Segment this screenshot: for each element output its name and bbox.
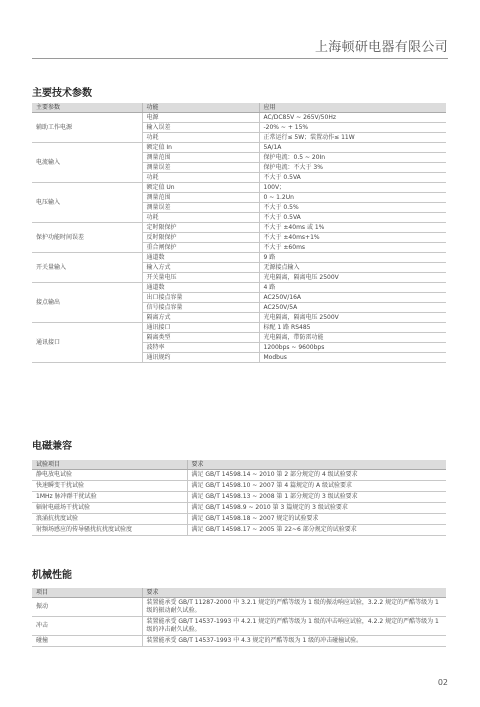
function-cell: 额定值 In [142,143,259,153]
test-item-cell: 1MHz 脉冲群干扰试验 [32,492,187,503]
function-cell: 通讯规约 [142,353,259,363]
table-row [32,223,446,233]
column-header: 项目 [32,588,142,598]
application-cell: 100V； [259,183,446,193]
section-title-mechanical: 机械性能 [32,570,72,581]
function-cell: 额定值 Un [142,183,259,193]
application-cell: 光电隔离，带防雷功能 [259,333,446,343]
function-cell: 电源 [142,113,259,123]
tech-params-table [32,103,446,363]
requirement-cell: 装置能承受 GB/T 11287-2000 中 3.2.1 规定的严酷等级为 1 级的振动响应试验，3.2.2 规定的严酷等级为 1 级的振动耐久试验。 [142,598,446,617]
table-row [32,514,446,525]
table-row [32,636,446,647]
table-row [32,113,446,123]
function-cell: 波特率 [142,343,259,353]
table-row [32,283,446,293]
application-cell: 保护电流：0.5 ~ 20In [259,153,446,163]
application-cell: 不大于 0.5VA [259,213,446,223]
param-group-label: 接点输出 [32,283,142,323]
application-cell: 9 路 [259,253,446,263]
function-cell: 输入误差 [142,123,259,133]
table-row [32,481,446,492]
function-cell: 定时限保护 [142,223,259,233]
application-cell: 0 ~ 1.2Un [259,193,446,203]
test-item-cell: 浪涌抗扰度试验 [32,514,187,525]
function-cell: 通道数 [142,283,259,293]
section-title-emc: 电磁兼容 [32,441,72,452]
function-cell: 测量误差 [142,163,259,173]
column-header: 应用 [259,103,446,113]
column-header: 主要参数 [32,103,142,113]
table-row [32,323,446,333]
column-header: 要求 [187,460,446,470]
application-cell: Modbus [259,353,446,363]
application-cell: 不大于 0.5VA [259,173,446,183]
application-cell: 无源接点输入 [259,263,446,273]
param-group-label: 通讯接口 [32,323,142,363]
application-cell: 正常运行≤ 5W；装置动作≤ 11W [259,133,446,143]
function-cell: 输入方式 [142,263,259,273]
param-group-label: 辅助工作电源 [32,113,142,143]
application-cell: 标配 1 路 RS485 [259,323,446,333]
table-row [32,598,446,617]
function-cell: 通道数 [142,253,259,263]
emc-table [32,460,446,536]
application-cell: 4 路 [259,283,446,293]
application-cell: 1200bps ~ 9600bps [259,343,446,353]
function-cell: 测量范围 [142,153,259,163]
function-cell: 功耗 [142,173,259,183]
table-row [32,253,446,263]
requirement-cell: 满足 GB/T 14598.18 ~ 2007 规定的试验要求 [187,514,446,525]
function-cell: 信号接点容量 [142,303,259,313]
table-row [32,617,446,636]
item-cell: 冲击 [32,617,142,636]
page-number: 02 [437,678,448,687]
application-cell: AC250V/16A [259,293,446,303]
function-cell: 功耗 [142,213,259,223]
application-cell: 光电隔离，隔离电压 2500V [259,273,446,283]
application-cell: 光电隔离，隔离电压 2500V [259,313,446,323]
table-row [32,492,446,503]
application-cell: 保护电流：不大于 3% [259,163,446,173]
function-cell: 开关量电压 [142,273,259,283]
table-row [32,470,446,481]
function-cell: 重合闸保护 [142,243,259,253]
table-row [32,143,446,153]
item-cell: 振动 [32,598,142,617]
application-cell: -20% ~ + 15% [259,123,446,133]
param-group-label: 开关量输入 [32,253,142,283]
column-header: 试验项目 [32,460,187,470]
param-group-label: 电压输入 [32,183,142,223]
function-cell: 通讯接口 [142,323,259,333]
application-cell: 不大于 ±40ms 或 1% [259,223,446,233]
requirement-cell: 装置能承受 GB/T 14537-1993 中 4.2.1 规定的严酷等级为 1 级的冲击响应试验，4.2.2 规定的严酷等级为 1 级的冲击耐久试验。 [142,617,446,636]
section-title-tech-params: 主要技术参数 [32,88,92,99]
company-name: 上海顿研电器有限公司 [314,40,448,55]
table-row [32,503,446,514]
function-cell: 隔离类型 [142,333,259,343]
function-cell: 反时限保护 [142,233,259,243]
requirement-cell: 满足 GB/T 14598.14 ~ 2010 第 2 部分规定的 4 级试验要求 [187,470,446,481]
application-cell: AC/DC85V ~ 265V/50Hz [259,113,446,123]
param-group-label: 保护功能时间误差 [32,223,142,253]
function-cell: 出口接点容量 [142,293,259,303]
test-item-cell: 辐射电磁场干扰试验 [32,503,187,514]
column-header: 功能 [142,103,259,113]
requirement-cell: 满足 GB/T 14598.17 ~ 2005 第 22~6 部分规定的试验要求 [187,525,446,536]
function-cell: 测量范围 [142,193,259,203]
function-cell: 隔离方式 [142,313,259,323]
column-header: 要求 [142,588,446,598]
application-cell: 不大于 ±40ms+1% [259,233,446,243]
requirement-cell: 装置能承受 GB/T 14537-1993 中 4.3 规定的严酷等级为 1 级的冲击碰撞试验。 [142,636,446,647]
function-cell: 功耗 [142,133,259,143]
requirement-cell: 满足 GB/T 14598.9 ~ 2010 第 3 篇规定的 3 级试验要求 [187,503,446,514]
test-item-cell: 静电放电试验 [32,470,187,481]
application-cell: 5A/1A [259,143,446,153]
item-cell: 碰撞 [32,636,142,647]
requirement-cell: 满足 GB/T 14598.10 ~ 2007 第 4 篇规定的 A 级试验要求 [187,481,446,492]
mechanical-table [32,588,446,647]
param-group-label: 电流输入 [32,143,142,183]
test-item-cell: 快速瞬变干扰试验 [32,481,187,492]
function-cell: 测量误差 [142,203,259,213]
header-divider [32,58,448,59]
test-item-cell: 射频场感应的传导骚扰抗扰度试验度 [32,525,187,536]
application-cell: 不大于 ±60ms [259,243,446,253]
table-row [32,183,446,193]
table-row [32,525,446,536]
application-cell: AC250V/5A [259,303,446,313]
requirement-cell: 满足 GB/T 14598.13 ~ 2008 第 1 部分规定的 3 级试验要求 [187,492,446,503]
application-cell: 不大于 0.5% [259,203,446,213]
